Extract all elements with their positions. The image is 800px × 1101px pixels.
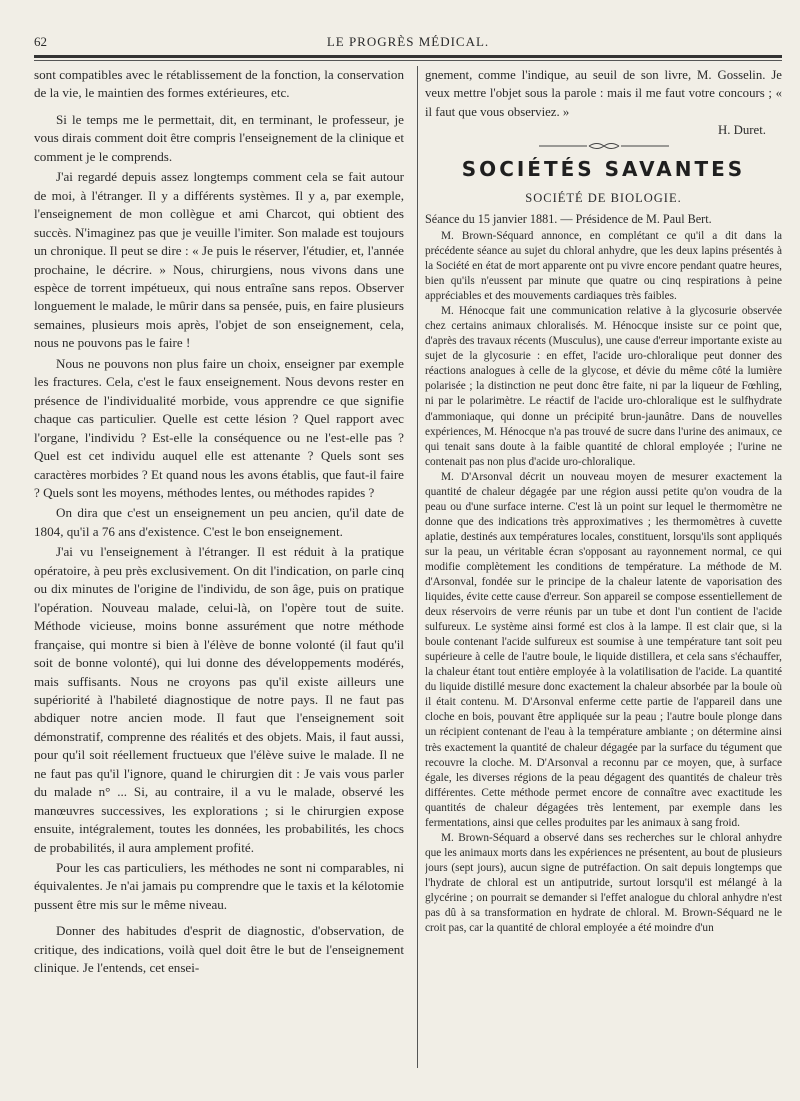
paragraph: M. Brown-Séquard a observé dans ses recherches sur le chloral anhydre que les animaux morts dans les expériences ne présentent, au bout de plusieurs jours (sept jours), aucun signe de putréfaction. On sait depuis longtemps que l'hydrate de chloral est un antiputride, surtout lorsqu'il est mélangé à la glycérine ; on pourrait se demander si l'effet analogue du chloral anhydre n'est pas dû à sa transformation en hydrate de chloral. M. Brown-Séquard ne le croit pas, car la quantité de chloral employée a été moindre d'un [425, 831, 782, 935]
left-column [34, 66, 404, 1076]
author-signature: H. Duret. [718, 122, 766, 137]
paragraph: M. D'Arsonval décrit un nouveau moyen de mesurer exactement la quantité de chaleur dégagée par une région aussi petite qu'on voudra de la peau ou d'une surface interne. C'est là un point sur lequel le thermomètre ne donne que des indications très approximatives ; les thermomètres à cuvette aplatie, destinés aux températures locales, constituent, lorsqu'ils sont appliqués sur la peau, un véritable écran s'opposant au rayonnement normal, ce qui modifie complètement les conditions de température. La méthode de M. d'Arsonval, fondée sur le principe de la chaleur latente de vaporisation des liquides, évite cette cause d'erreur. Son appareil se compose essentiellement de deux réservoirs de verre réunis par un tube et dont l'un contient de l'acide sulfureux. Le système ainsi formé est clos à la lampe. Il est clair que, si la boule contenant l'acide sulfureux est soumise à une température tant soit peu supérieure à celle de l'autre boule, le liquide distillera, et cela sans s'échauffer, la chaleur étant tout entière employée à la volatilisation de l'acide. La quantité du liquide distillé mesure donc exactement la chaleur absorbée par la boule où il était contenu. M. D'Arsonval enferme cette partie de l'appareil dans une cloche en bois, pouvant être appliquée sur la peau ; l'autre boule plonge dans un récipient contenant de l'eau à la température ambiante ; on détermine ainsi très exactement la quantité de chaleur dégagée par la surface du tégument que recouvre la cloche. M. D'Arsonval a reconnu par ce moyen, que, à surface égale, les diverses régions de la peau dégagent des quantités de chaleur très différentes. Cette méthode permet encore de connaître avec exactitude les quantités de chaleur dégagées très lentement, par exemple dans les fermentations, ainsi que celles produites par les animaux à sang froid. [425, 470, 782, 829]
paragraph: sont compatibles avec le rétablissement de la fonction, la conservation de la vie, le maintien des formes extérieures, etc. [34, 67, 404, 101]
paragraph: M. Brown-Séquard annonce, en complétant ce qu'il a dit dans la précédente séance au sujet du chloral anhydre, que les deux lapins présentés à la Société en état de mort apparente ont pu vivre encore pendant quatre heures, bien qu'ils n'eussent par minute que quatre ou cinq respirations à peine appréciables et des mouvements cardiaques très faibles. [425, 229, 782, 303]
paragraph: Nous ne pouvons non plus faire un choix, enseigner par exemple les fractures. Cela, c'est le faux enseignement. Nous devons rester en présence de l'individualité morbide, vous apprendre ce que signifie chaque cas particulier. Quelle est cette lésion ? Quel rapport avec l'organe, l'individu ? Est-elle la conséquence ou ne l'est-elle pas ? Quel est cet individu auquel elle est attenante ? Quels sont ses caractères morbides ? Et quand nous les avons établis, que faut-il faire ? Quels sont les moyens, méthodes lentes, ou méthodes rapides ? [34, 355, 404, 500]
paragraph: Si le temps me le permettait, dit, en terminant, le professeur, je vous dirais comment doit être compris l'enseignement de la clinique et comment je le comprends. [34, 111, 404, 164]
paragraph: M. Hénocque fait une communication relative à la glycosurie observée chez certains animaux chloralisés. M. Hénocque insiste sur ce point que, d'après des travaux récents (Musculus), une cause d'erreur importante existe au sujet de la glycosurie : en effet, l'acide uro-chloralique peut donner des réactions analogues à celle de la glycose, et dévie du même côté la lumière polarisée ; la distinction ne peut donc être faite, ni par la liqueur de Fœhling, ni par le polarimètre. Le réactif de l'acide uro-chloralique est le sulfhydrate d'ammoniaque, qui donne un précipité brun-jaunâtre. Dans de nouvelles expériences, M. Hénocque n'a pas trouvé de sucre dans l'urine des animaux, ce qui tenait sans doute à la faible quantité de chloral employée ; l'urine ne contenait pas non plus d'acide uro-chloralique. [425, 305, 782, 468]
paragraph: Donner des habitudes d'esprit de diagnostic, d'observation, de critique, des indications, voilà quel doit être le but de l'enseignement clinique. Je l'entends, cet ensei- [34, 923, 404, 976]
header-rule-thin [34, 60, 782, 61]
running-title: LE PROGRÈS MÉDICAL. [326, 34, 490, 49]
society-name: SOCIÉTÉ DE BIOLOGIE. [525, 190, 682, 205]
paragraph: J'ai vu l'enseignement à l'étranger. Il est réduit à la pratique opératoire, à peu près exclusivement. On dit l'indication, on parle cinq ou dix minutes de l'origine de l'individu, de son âge, puis on pratique l'opération. Nouveau malade, celui-là, on l'opère tout de suite. Méthode vicieuse, moins bonne assurément que notre méthode française, qui montre si bien à l'élève de bonne volonté (il faut qu'il soit de bonne volonté), qui lui donne des développements modérés, mais suffisants. Nous ne croyons pas qu'il existe ailleurs une supériorité à l'habileté diagnostique de notre pays. Il ne faut pas abdiquer notre ancien mode. Il faut que l'enseignement soit démonstratif, comprenne des réalités et des objets. Mais, il faut aussi, pour qu'il soit réellement fructueux que l'élève suive le malade. Il ne ne faut pas qu'il l'ignore, quand le chirurgien dit : Je vais vous parler du malade n° ... Si, au contraire, il a vu le malade, observé les manœuvres successives, les explorations ; si le chirurgien expose ensuite, intégralement, toutes les données, les probabilités, les chocs de probabilités, il aura amplement profité. [34, 544, 404, 855]
paragraph: On dira que c'est un enseignement un peu ancien, qu'il date de 1804, qu'il a 76 ans d'existence. C'est le bon enseignement. [34, 505, 404, 539]
right-column [425, 66, 782, 1076]
page-header [34, 34, 782, 52]
paragraph: Pour les cas particuliers, les méthodes ne sont ni comparables, ni équivalentes. Je n'ai jamais pu comprendre que le taxis et la kélotomie pussent être mis sur le même niveau. [34, 860, 404, 912]
ornament-divider [425, 141, 782, 153]
lead-paragraph: gnement, comme l'indique, au seuil de son livre, M. Gosselin. Je veux mettre l'objet sous la parole : mais il me faut votre concours ; « il faut que vous observiez. » [425, 68, 782, 119]
header-rule-thick [34, 55, 782, 58]
session-line: Séance du 15 janvier 1881. — Présidence de M. Paul Bert. [425, 211, 712, 226]
column-divider [417, 66, 418, 1068]
page-number: 62 [34, 34, 47, 49]
ornament-icon [539, 141, 669, 151]
section-title: SOCIÉTÉS SAVANTES [461, 156, 746, 181]
paragraph: J'ai regardé depuis assez longtemps comment cela se fait autour de moi, à l'étranger. Il y a différents systèmes. Il y a, par exemple, l'enseignement de mon collègue et ami Charcot, qui obtient des succès. N'imaginez pas que je veuille l'imiter. Son malade est toujours un chronique. Il peut se dire : « Je puis le réserver, l'étudier, et, l'année prochaine, le décrire. » Nous, chirurgiens, nous vivons dans une espèce de torrent impétueux, qui nous entraîne sans repos. Observer longuement le malade, le mûrir dans sa pensée, puis, en faire plusieurs semaines, plusieurs mois après, l'objet de son enseignement, cela, nous ne pouvons pas le faire ! [34, 169, 404, 351]
